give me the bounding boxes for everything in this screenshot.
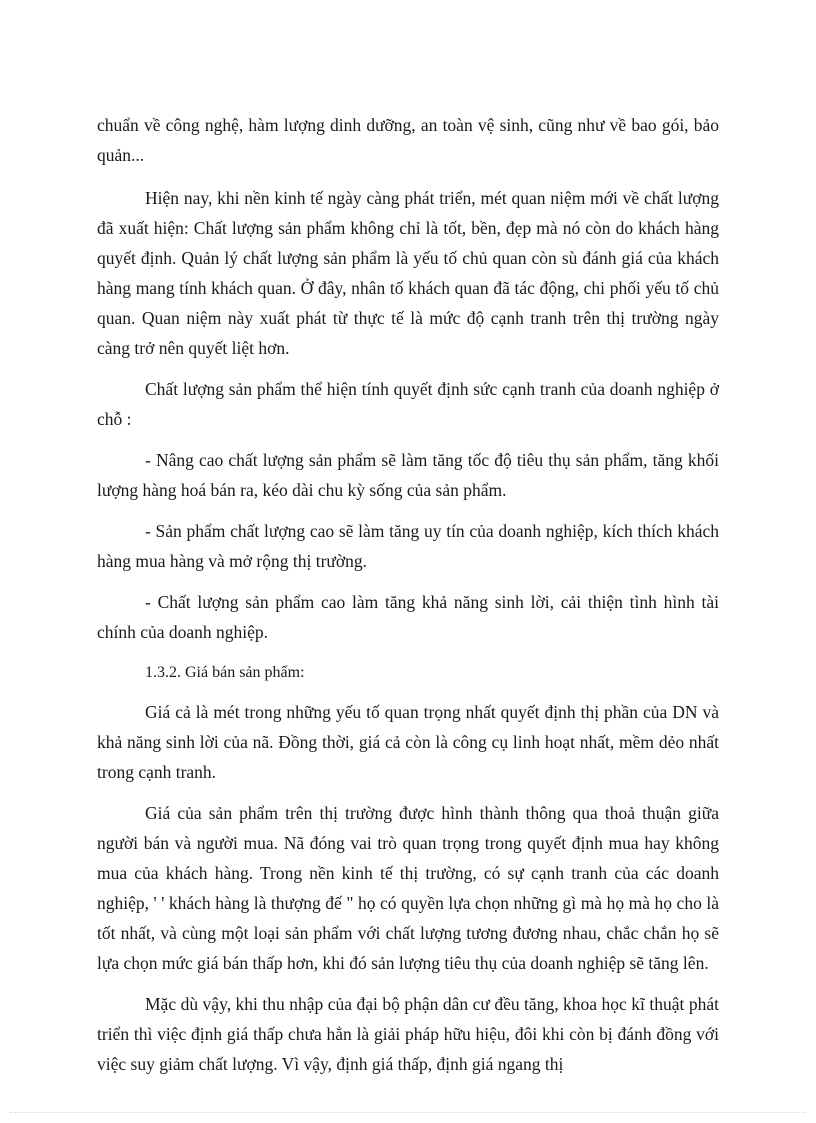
list-item-reputation: - Sản phẩm chất lượng cao sẽ làm tăng uy tín của doanh nghiệp, kích thích khách hàng mua hàng và mở rộng thị trường. (97, 521, 719, 571)
document-body (97, 110, 719, 1090)
list-item-consumption-speed: - Nâng cao chất lượng sản phẩm sẽ làm tăng tốc độ tiêu thụ sản phẩm, tăng khối lượng hàng hoá bán ra, kéo dài chu kỳ sống của sản phẩm. (97, 450, 719, 500)
paragraph-low-pricing: Mặc dù vậy, khi thu nhập của đại bộ phận dân cư đều tăng, khoa học kĩ thuật phát triển thì việc định giá thấp chưa hẳn là giải pháp hữu hiệu, đôi khi còn bị đánh đồng với việc suy giảm chất lượng. Vì vậy, định giá thấp, định giá ngang thị (97, 994, 719, 1074)
paragraph-quality-competitiveness: Chất lượng sản phẩm thể hiện tính quyết định sức cạnh tranh của doanh nghiệp ở chỗ : (97, 379, 719, 429)
paragraph-quality-concept: Hiện nay, khi nền kinh tế ngày càng phát triển, mét quan niệm mới về chất lượng đã xuất hiện: Chất lượng sản phẩm không chỉ là tốt, bền, đẹp mà nó còn do khách hàng quyết định. Quản lý chất lượng sản phẩm là yếu tố chủ quan còn sù đánh giá của khách hàng mang tính khách quan. Ở đây, nhân tố khách quan đã tác động, chi phối yếu tố chủ quan. Quan niệm này xuất phát từ thực tế là mức độ cạnh tranh trên thị trường ngày càng trở nên quyết liệt hơn. (97, 188, 719, 358)
section-heading: 1.3.2. Giá bán sản phẩm: (145, 664, 305, 681)
page-bottom-rule (10, 1112, 806, 1113)
paragraph-continuation: chuẩn về công nghệ, hàm lượng dinh dưỡng, an toàn vệ sinh, cũng như về bao gói, bảo quản... (97, 115, 719, 165)
paragraph-price-formation: Giá của sản phẩm trên thị trường được hình thành thông qua thoả thuận giữa người bán và người mua. Nã đóng vai trò quan trọng trong quyết định mua hay không mua của khách hàng. Trong nền kinh tế thị trường, có sự cạnh tranh của các doanh nghiệp, ' ' khách hàng là thượng đế " họ có quyền lựa chọn những gì mà họ mà họ cho là tốt nhất, và cùng một loại sản phẩm với chất lượng tương đương nhau, chắc chắn họ sẽ lựa chọn mức giá bán thấp hơn, khi đó sản lượng tiêu thụ của doanh nghiệp sẽ tăng lên. (97, 803, 719, 973)
paragraph-price-importance: Giá cả là mét trong những yếu tố quan trọng nhất quyết định thị phần của DN và khả năng sinh lời của nã. Đồng thời, giá cả còn là công cụ linh hoạt nhất, mềm dẻo nhất trong cạnh tranh. (97, 702, 719, 782)
list-item-profitability: - Chất lượng sản phẩm cao làm tăng khả năng sinh lời, cải thiện tình hình tài chính của doanh nghiệp. (97, 592, 719, 642)
